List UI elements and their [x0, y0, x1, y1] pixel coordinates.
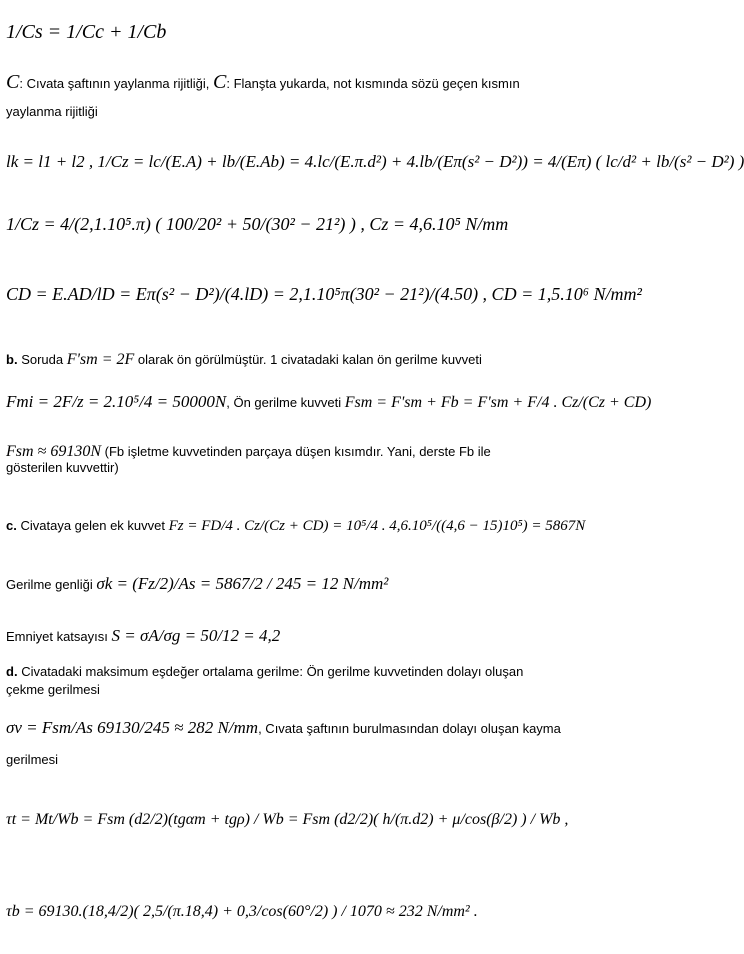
part-c-line-2	[6, 572, 388, 596]
definition-text-3: yaylanma rijitliği	[6, 104, 98, 119]
part-b-eq-1: F'sm = 2F	[66, 351, 135, 368]
part-d-text-2: çekme gerilmesi	[6, 682, 100, 697]
equation-spring-series: 1/Cs = 1/Cc + 1/Cb	[6, 21, 167, 43]
equation-cz-numeric: 1/Cz = 4/(2,1.10⁵.π) ( 100/20² + 50/(30² − 21²) ) , Cz = 4,6.10⁵ N/mm	[6, 214, 509, 234]
part-c-label: c.	[6, 518, 17, 533]
definition-line	[6, 70, 520, 94]
part-d-eq-3: τb = 69130.(18,4/2)( 2,5/(π.18,4) + 0,3/cos(60°/2) ) / 1070 ≈ 232 N/mm² .	[6, 903, 478, 920]
part-b-text-5: gösterilen kuvvettir)	[6, 460, 119, 475]
part-c-line-3	[6, 624, 280, 648]
part-b-line-2	[6, 390, 651, 415]
part-c-eq-2: σk = (Fz/2)/As = 5867/2 / 245 = 12 N/mm²	[96, 574, 389, 593]
part-c-text-1: Civataya gelen ek kuvvet	[20, 518, 165, 533]
part-b-text-4: (Fb işletme kuvvetinden parçaya düşen kısımdır. Yani, derste Fb ile	[104, 444, 491, 459]
part-b-eq-4: Fsm ≈ 69130N	[6, 443, 102, 460]
part-b-eq-3: Fsm = F'sm + Fb = F'sm + F/4 . Cz/(Cz + CD)	[344, 394, 652, 411]
symbol-cs: C	[6, 71, 20, 93]
part-d-text-4: gerilmesi	[6, 752, 59, 767]
part-c-eq-3: S = σA/σg = 50/12 = 4,2	[111, 626, 281, 645]
part-c-text-2: Gerilme genliği	[6, 577, 93, 592]
part-d-line-1	[6, 664, 523, 680]
part-b-text-1: Soruda	[21, 352, 64, 367]
part-d-label: d.	[6, 664, 18, 679]
part-c-text-3: Emniyet katsayısı	[6, 629, 108, 644]
part-b-line-1	[6, 348, 482, 372]
part-d-text-1: Civatadaki maksimum eşdeğer ortalama gerilme: Ön gerilme kuvvetinden dolayı oluşan	[21, 664, 524, 679]
equation-stiffness-flange: lk = l1 + l2 , 1/Cz = lc/(E.A) + lb/(E.Ab) = 4.lc/(E.π.d²) + 4.lb/(Eπ(s² − D²)) = 4/(Eπ) ( lc/d² + lb/(s² − D²) )	[6, 152, 744, 171]
equation-cd: CD = E.AD/lD = Eπ(s² − D²)/(4.lD) = 2,1.10⁵π(30² − 21²)/(4.50) , CD = 1,5.10⁶ N/mm²	[6, 284, 642, 304]
definition-text-1: : Cıvata şaftının yaylanma rijitliği,	[19, 76, 210, 91]
part-b-label: b.	[6, 352, 18, 367]
definition-text-2: : Flanşta yukarda, not kısmında sözü geçen kısmın	[226, 76, 520, 91]
part-d-line-2	[6, 716, 561, 740]
part-d-text-3: , Cıvata şaftının burulmasından dolayı oluşan kayma	[258, 721, 561, 736]
symbol-cb: C	[213, 71, 227, 93]
part-d-eq-2: τt = Mt/Wb = Fsm (d2/2)(tgαm + tgρ) / Wb = Fsm (d2/2)( h/(π.d2) + μ/cos(β/2) ) / Wb ,	[6, 811, 569, 828]
part-d-eq-1: σv = Fsm/As 69130/245 ≈ 282 N/mm	[6, 718, 259, 737]
part-b-text-2: olarak ön görülmüştür. 1 civatadaki kalan ön gerilme kuvveti	[137, 352, 482, 367]
part-c-line-1	[6, 514, 585, 538]
part-b-eq-2: Fmi = 2F/z = 2.10⁵/4 = 50000N	[6, 392, 227, 411]
part-c-eq-1: Fz = FD/4 . Cz/(Cz + CD) = 10⁵/4 . 4,6.10⁵/((4,6 − 15)10⁵) = 5867N	[168, 518, 586, 534]
part-b-text-3: , Ön gerilme kuvveti	[226, 395, 342, 410]
